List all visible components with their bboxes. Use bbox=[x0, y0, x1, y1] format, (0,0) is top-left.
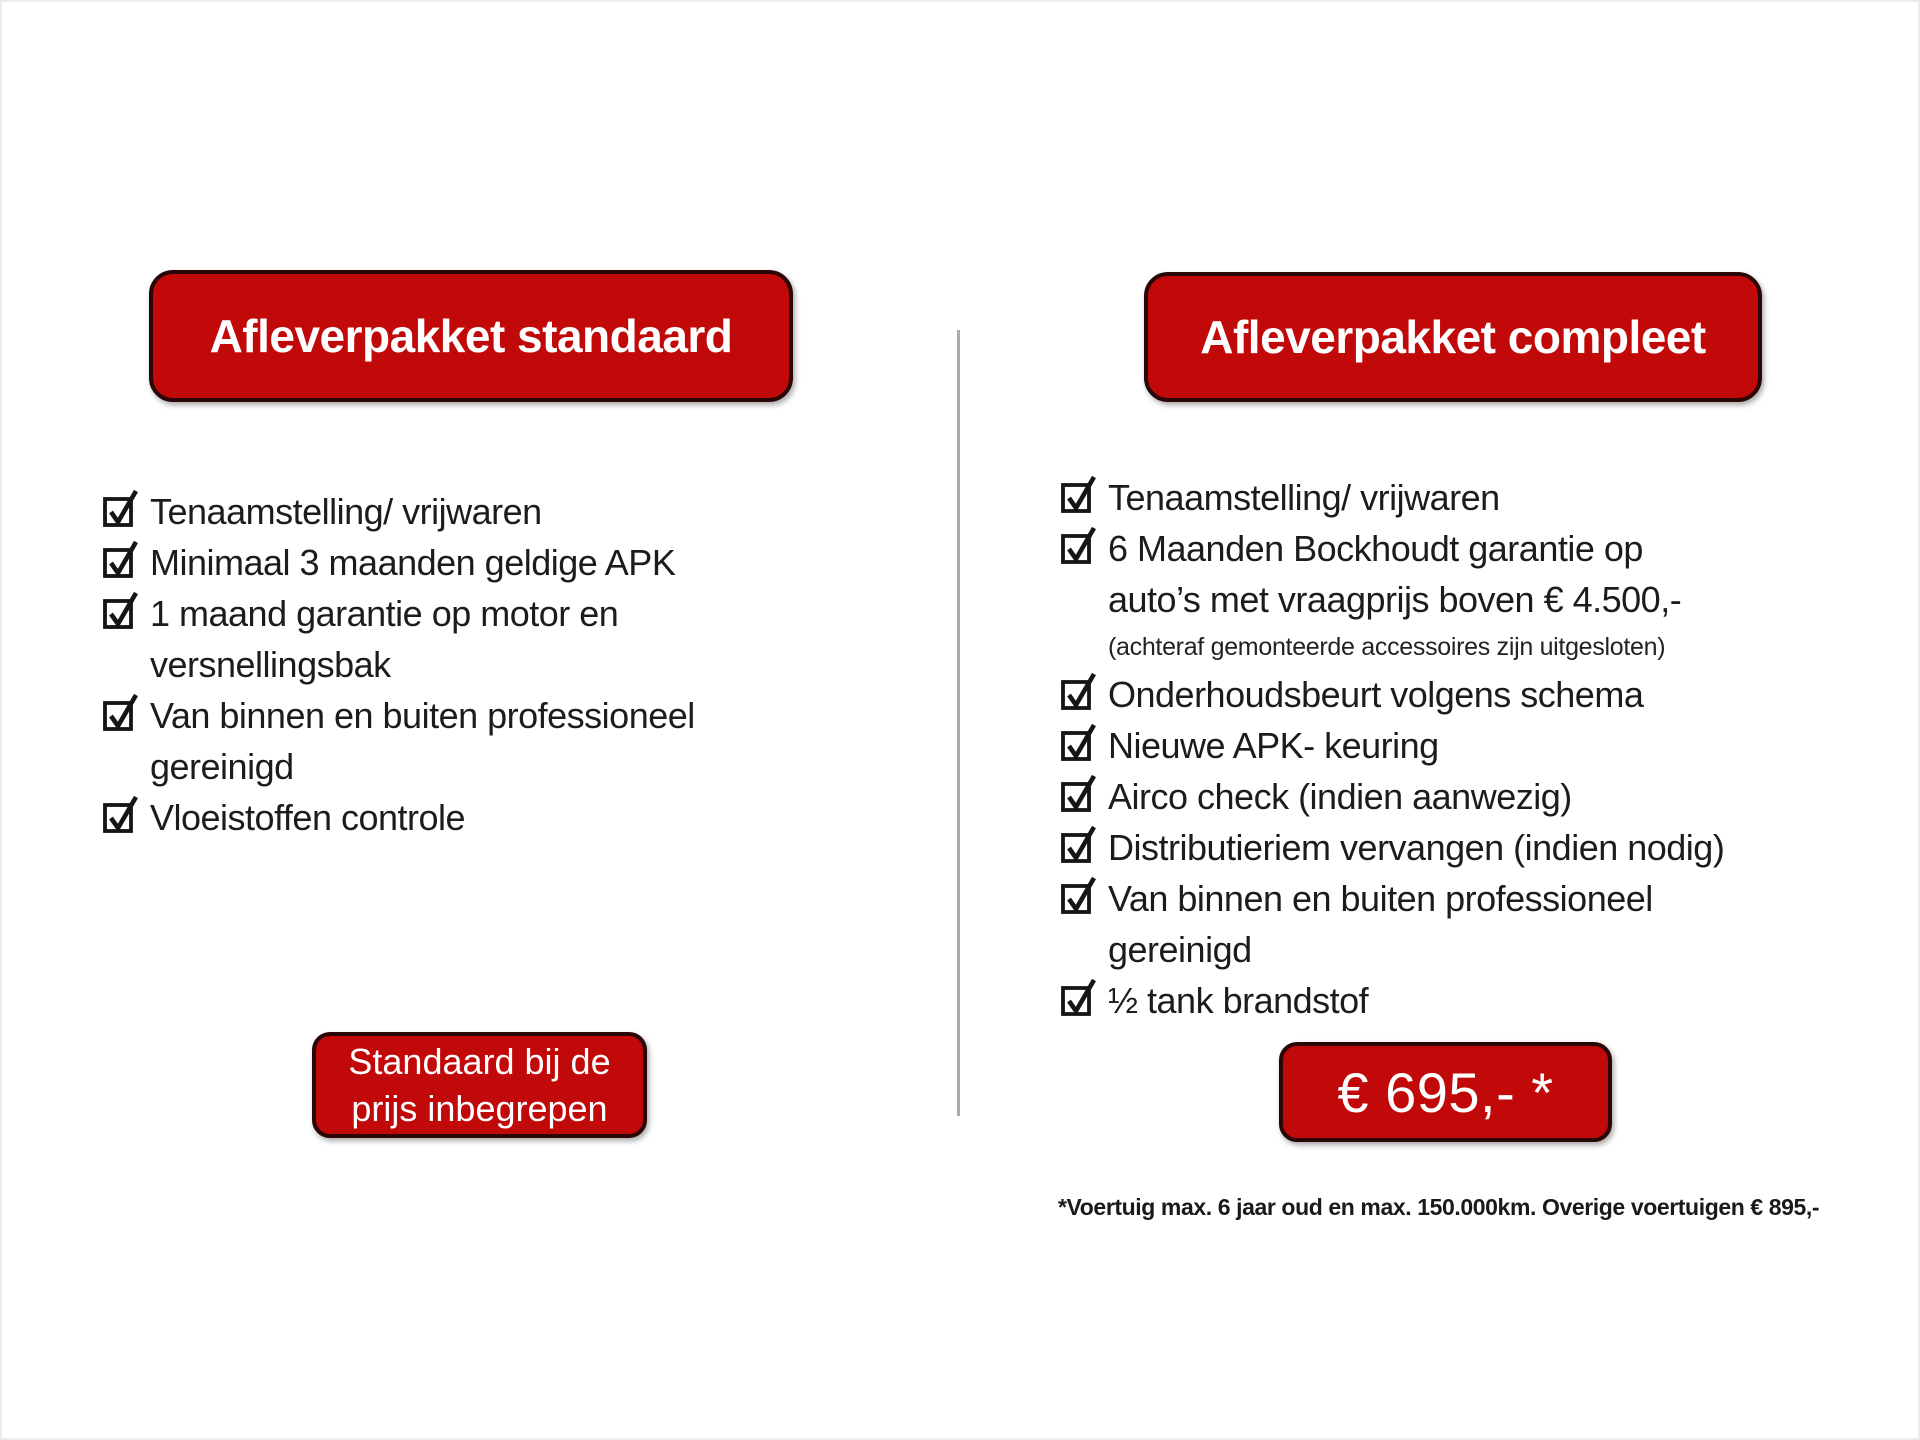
included-in-price-badge-label: Standaard bij de prijs inbegrepen bbox=[348, 1041, 611, 1129]
checklist-item-label: 1 maand garantie op motor en versnellingsbak bbox=[150, 593, 619, 685]
checklist-item-label: 6 Maanden Bockhoudt garantie op auto’s met vraagprijs boven € 4.500,- (achteraf gemonteerde accessoires zijn uitgesloten) bbox=[1108, 523, 1681, 669]
checklist-item-label: Van binnen en buiten professioneel gereinigd bbox=[150, 695, 695, 787]
checklist-item-label: Minimaal 3 maanden geldige APK bbox=[150, 542, 676, 583]
checklist-item-label: Van binnen en buiten professioneel gereinigd bbox=[1108, 878, 1653, 970]
checklist-item bbox=[1060, 822, 1850, 873]
checklist-item bbox=[102, 486, 822, 537]
included-in-price-badge bbox=[312, 1032, 647, 1138]
checklist-item-label: Tenaamstelling/ vrijwaren bbox=[150, 491, 542, 532]
checklist-item-label: Tenaamstelling/ vrijwaren bbox=[1108, 477, 1500, 518]
checked-checkbox-icon bbox=[102, 539, 138, 581]
checked-checkbox-icon bbox=[102, 488, 138, 530]
checked-checkbox-icon bbox=[1060, 671, 1096, 713]
complete-package-title: Afleverpakket compleet bbox=[1200, 311, 1706, 363]
standard-package-title: Afleverpakket standaard bbox=[209, 310, 733, 362]
checklist-item-label: ½ tank brandstof bbox=[1108, 980, 1369, 1021]
checklist-item bbox=[102, 690, 822, 792]
checklist-item bbox=[1060, 873, 1850, 975]
standard-package-title-box bbox=[149, 270, 793, 402]
column-divider bbox=[957, 330, 960, 1116]
checklist-item-label: Vloeistoffen controle bbox=[150, 797, 466, 838]
complete-package-checklist bbox=[1060, 472, 1850, 1026]
checklist-item bbox=[1060, 720, 1850, 771]
checklist-item bbox=[1060, 472, 1850, 523]
checklist-item-note: (achteraf gemonteerde accessoires zijn uitgesloten) bbox=[1108, 633, 1666, 661]
checked-checkbox-icon bbox=[1060, 525, 1096, 567]
checklist-item bbox=[102, 792, 822, 843]
standard-package-checklist bbox=[102, 486, 822, 843]
checklist-item-label: Airco check (indien aanwezig) bbox=[1108, 776, 1572, 817]
complete-package-title-box bbox=[1144, 272, 1762, 402]
checklist-item-label: Distributieriem vervangen (indien nodig) bbox=[1108, 827, 1725, 868]
checked-checkbox-icon bbox=[1060, 722, 1096, 764]
checklist-item bbox=[1060, 975, 1850, 1026]
checklist-item-label: Nieuwe APK- keuring bbox=[1108, 725, 1439, 766]
checked-checkbox-icon bbox=[102, 692, 138, 734]
price-footnote: *Voertuig max. 6 jaar oud en max. 150.000km. Overige voertuigen € 895,- bbox=[1058, 1194, 1820, 1220]
checklist-item-label: Onderhoudsbeurt volgens schema bbox=[1108, 674, 1644, 715]
checklist-item bbox=[1060, 523, 1850, 669]
checklist-item bbox=[102, 537, 822, 588]
checked-checkbox-icon bbox=[1060, 977, 1096, 1019]
checked-checkbox-icon bbox=[102, 590, 138, 632]
price-label: € 695,- * bbox=[1337, 1060, 1554, 1124]
checked-checkbox-icon bbox=[1060, 773, 1096, 815]
checked-checkbox-icon bbox=[1060, 824, 1096, 866]
checklist-item bbox=[102, 588, 822, 690]
checked-checkbox-icon bbox=[1060, 875, 1096, 917]
checked-checkbox-icon bbox=[102, 794, 138, 836]
checklist-item bbox=[1060, 771, 1850, 822]
price-box bbox=[1279, 1042, 1612, 1142]
checked-checkbox-icon bbox=[1060, 474, 1096, 516]
checklist-item bbox=[1060, 669, 1850, 720]
